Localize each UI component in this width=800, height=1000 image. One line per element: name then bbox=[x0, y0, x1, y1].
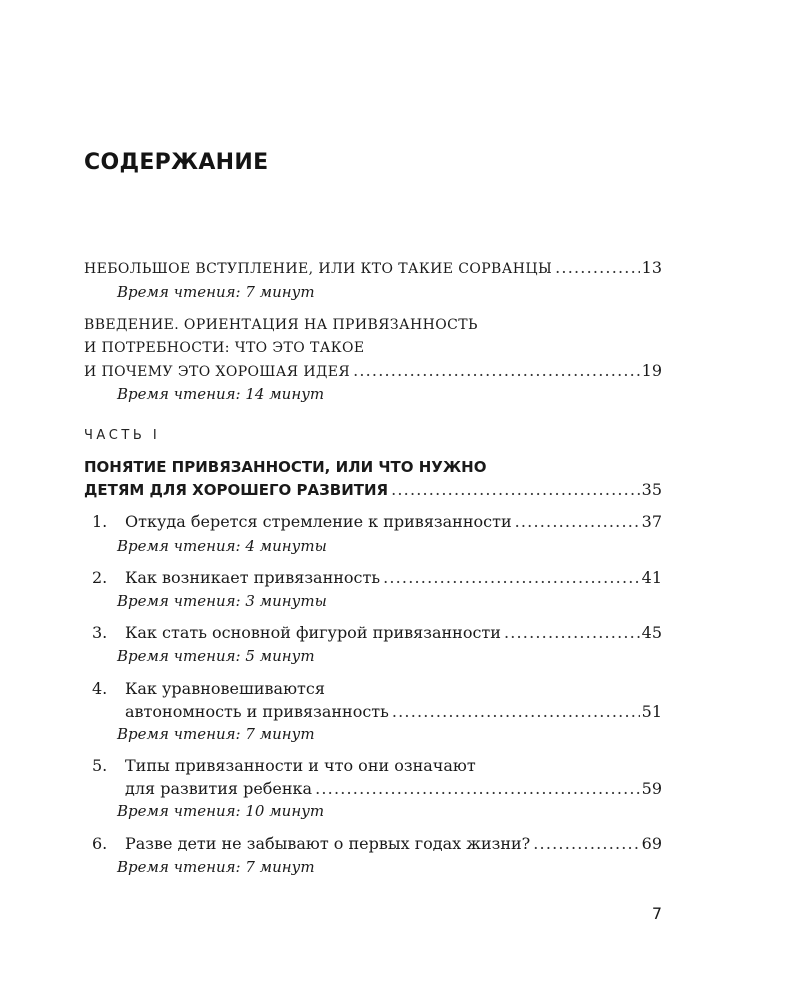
toc-page-number: 51 bbox=[641, 702, 662, 721]
toc-entry-chapter-4 bbox=[92, 677, 662, 701]
chapter-title: для развития ребенка bbox=[125, 779, 313, 798]
toc-entry-chapter-6 bbox=[92, 832, 662, 856]
toc-page bbox=[84, 0, 662, 1000]
toc-entry-chapter-1 bbox=[92, 510, 662, 534]
reading-time: Время чтения: 7 минут bbox=[117, 283, 315, 301]
toc-page-number: 41 bbox=[641, 568, 662, 587]
toc-entry-part1 bbox=[84, 478, 662, 502]
toc-entry-chapter-5-cont bbox=[92, 777, 662, 801]
toc-page-number: 69 bbox=[641, 834, 662, 853]
chapter-number: 2. bbox=[92, 568, 108, 587]
toc-entry-title: И ПОЧЕМУ ЭТО ХОРОШАЯ ИДЕЯ bbox=[84, 364, 351, 380]
toc-page-number: 37 bbox=[641, 512, 662, 531]
toc-page-number: 13 bbox=[641, 258, 662, 277]
toc-page-number: 19 bbox=[641, 361, 662, 380]
toc-entry-chapter-4-cont bbox=[92, 700, 662, 724]
toc-entry-intro bbox=[84, 256, 662, 280]
dot-leader bbox=[353, 359, 640, 383]
dot-leader bbox=[504, 621, 640, 645]
toc-entry-title: НЕБОЛЬШОЕ ВСТУПЛЕНИЕ, ИЛИ КТО ТАКИЕ СОРВАНЦЫ bbox=[84, 261, 553, 277]
reading-time: Время чтения: 5 минут bbox=[117, 647, 315, 665]
chapter-number: 5. bbox=[92, 756, 108, 775]
chapter-title: Откуда берется стремление к привязанности bbox=[125, 512, 512, 531]
reading-time: Время чтения: 3 минуты bbox=[117, 592, 327, 610]
toc-entry-title: ВВЕДЕНИЕ. ОРИЕНТАЦИЯ НА ПРИВЯЗАННОСТЬ bbox=[84, 317, 478, 333]
page-number: 7 bbox=[651, 904, 662, 923]
part-title: ДЕТЯМ ДЛЯ ХОРОШЕГО РАЗВИТИЯ bbox=[84, 481, 389, 499]
chapter-number: 1. bbox=[92, 512, 108, 531]
page-title: СОДЕРЖАНИЕ bbox=[84, 150, 269, 175]
reading-time: Время чтения: 4 минуты bbox=[117, 537, 327, 555]
chapter-title: Как стать основной фигурой привязанности bbox=[125, 623, 501, 642]
dot-leader bbox=[515, 510, 640, 534]
dot-leader bbox=[392, 700, 640, 724]
part-title: ПОНЯТИЕ ПРИВЯЗАННОСТИ, ИЛИ ЧТО НУЖНО bbox=[84, 458, 487, 476]
toc-page-number: 45 bbox=[641, 623, 662, 642]
dot-leader bbox=[391, 478, 640, 502]
part-label: ЧАСТЬ I bbox=[84, 428, 161, 443]
dot-leader bbox=[533, 832, 639, 856]
toc-page-number: 59 bbox=[641, 779, 662, 798]
chapter-number: 3. bbox=[92, 623, 108, 642]
chapter-number: 6. bbox=[92, 834, 108, 853]
toc-entry-chapter-5 bbox=[92, 754, 662, 778]
chapter-number: 4. bbox=[92, 679, 108, 698]
toc-entry-chapter-3 bbox=[92, 621, 662, 645]
toc-entry-chapter-2 bbox=[92, 566, 662, 590]
toc-page-number: 35 bbox=[641, 480, 662, 499]
dot-leader bbox=[555, 256, 640, 280]
toc-entry-title: И ПОТРЕБНОСТИ: ЧТО ЭТО ТАКОЕ bbox=[84, 340, 365, 356]
chapter-title: Как уравновешиваются bbox=[125, 679, 325, 698]
dot-leader bbox=[315, 777, 640, 801]
reading-time: Время чтения: 14 минут bbox=[117, 385, 325, 403]
chapter-title: автономность и привязанность bbox=[125, 702, 389, 721]
dot-leader bbox=[383, 566, 640, 590]
reading-time: Время чтения: 7 минут bbox=[117, 725, 315, 743]
toc-entry-introduction bbox=[84, 359, 662, 383]
chapter-title: Как возникает привязанность bbox=[125, 568, 381, 587]
reading-time: Время чтения: 7 минут bbox=[117, 858, 315, 876]
chapter-title: Типы привязанности и что они означают bbox=[125, 756, 476, 775]
chapter-title: Разве дети не забывают о первых годах жизни? bbox=[125, 834, 531, 853]
reading-time: Время чтения: 10 минут bbox=[117, 802, 325, 820]
